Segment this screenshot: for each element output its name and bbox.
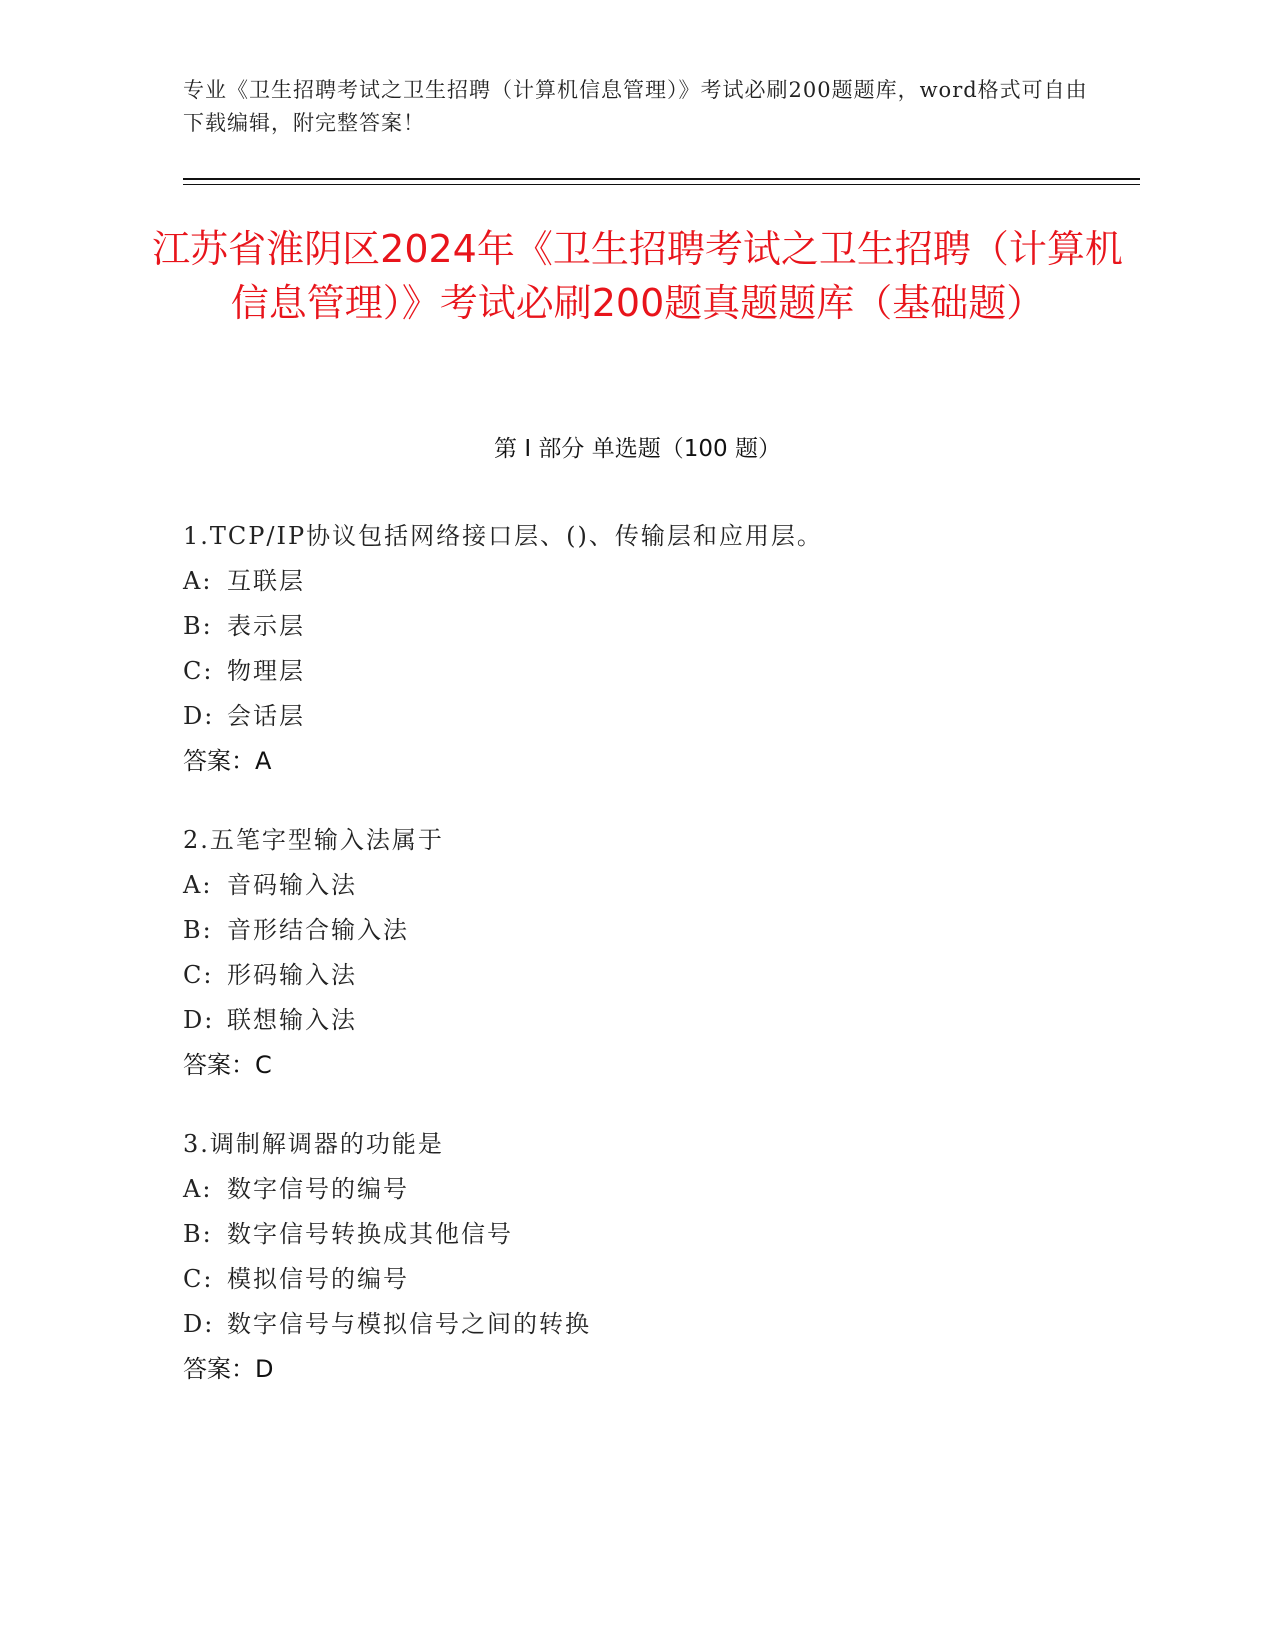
option-key: C: xyxy=(183,1265,214,1293)
option-key: D: xyxy=(183,1310,215,1338)
section-heading: 第 I 部分 单选题（100 题） xyxy=(494,436,781,462)
answer-line: 答案：C xyxy=(183,1051,272,1079)
question-block xyxy=(183,1122,1133,1392)
option-c xyxy=(183,649,1133,694)
option-d xyxy=(183,1302,1133,1347)
header-divider-thick xyxy=(183,178,1140,180)
question-stem: 3.调制解调器的功能是 xyxy=(183,1130,444,1158)
option-text: 数字信号转换成其他信号 xyxy=(227,1220,513,1248)
option-text: 物理层 xyxy=(227,657,305,685)
option-text: 表示层 xyxy=(227,612,305,640)
option-key: D: xyxy=(183,1006,215,1034)
option-text: 会话层 xyxy=(227,702,305,730)
document-title: 江苏省淮阴区2024年《卫生招聘考试之卫生招聘（计算机信息管理）》考试必刷200题真题题库（基础题） xyxy=(152,227,1123,325)
option-key: A: xyxy=(183,1175,213,1203)
option-text: 模拟信号的编号 xyxy=(227,1265,409,1293)
option-key: B: xyxy=(183,1220,213,1248)
option-text: 音码输入法 xyxy=(227,871,357,899)
option-text: 音形结合输入法 xyxy=(227,916,409,944)
option-a xyxy=(183,863,1133,908)
header-divider-thin xyxy=(183,184,1140,185)
option-key: D: xyxy=(183,702,215,730)
header-note: 专业《卫生招聘考试之卫生招聘（计算机信息管理）》考试必刷200题题库，word格式可自由下载编辑，附完整答案！ xyxy=(183,78,1088,135)
option-b xyxy=(183,1212,1133,1257)
option-b xyxy=(183,908,1133,953)
option-c xyxy=(183,953,1133,998)
option-text: 互联层 xyxy=(227,567,305,595)
option-text: 联想输入法 xyxy=(227,1006,357,1034)
option-key: C: xyxy=(183,961,214,989)
option-a xyxy=(183,559,1133,604)
question-stem: 2.五笔字型输入法属于 xyxy=(183,826,444,854)
option-key: C: xyxy=(183,657,214,685)
question-stem: 1.TCP/IP协议包括网络接口层、()、传输层和应用层。 xyxy=(183,522,823,550)
option-a xyxy=(183,1167,1133,1212)
option-text: 形码输入法 xyxy=(227,961,357,989)
option-b xyxy=(183,604,1133,649)
option-text: 数字信号与模拟信号之间的转换 xyxy=(227,1310,591,1338)
option-c xyxy=(183,1257,1133,1302)
option-key: B: xyxy=(183,612,213,640)
option-text: 数字信号的编号 xyxy=(227,1175,409,1203)
answer-line: 答案：D xyxy=(183,1355,274,1383)
option-key: B: xyxy=(183,916,213,944)
option-key: A: xyxy=(183,871,213,899)
option-key: A: xyxy=(183,567,213,595)
question-block xyxy=(183,818,1133,1088)
question-block xyxy=(183,514,1133,784)
option-d xyxy=(183,998,1133,1043)
option-d xyxy=(183,694,1133,739)
answer-line: 答案：A xyxy=(183,747,272,775)
